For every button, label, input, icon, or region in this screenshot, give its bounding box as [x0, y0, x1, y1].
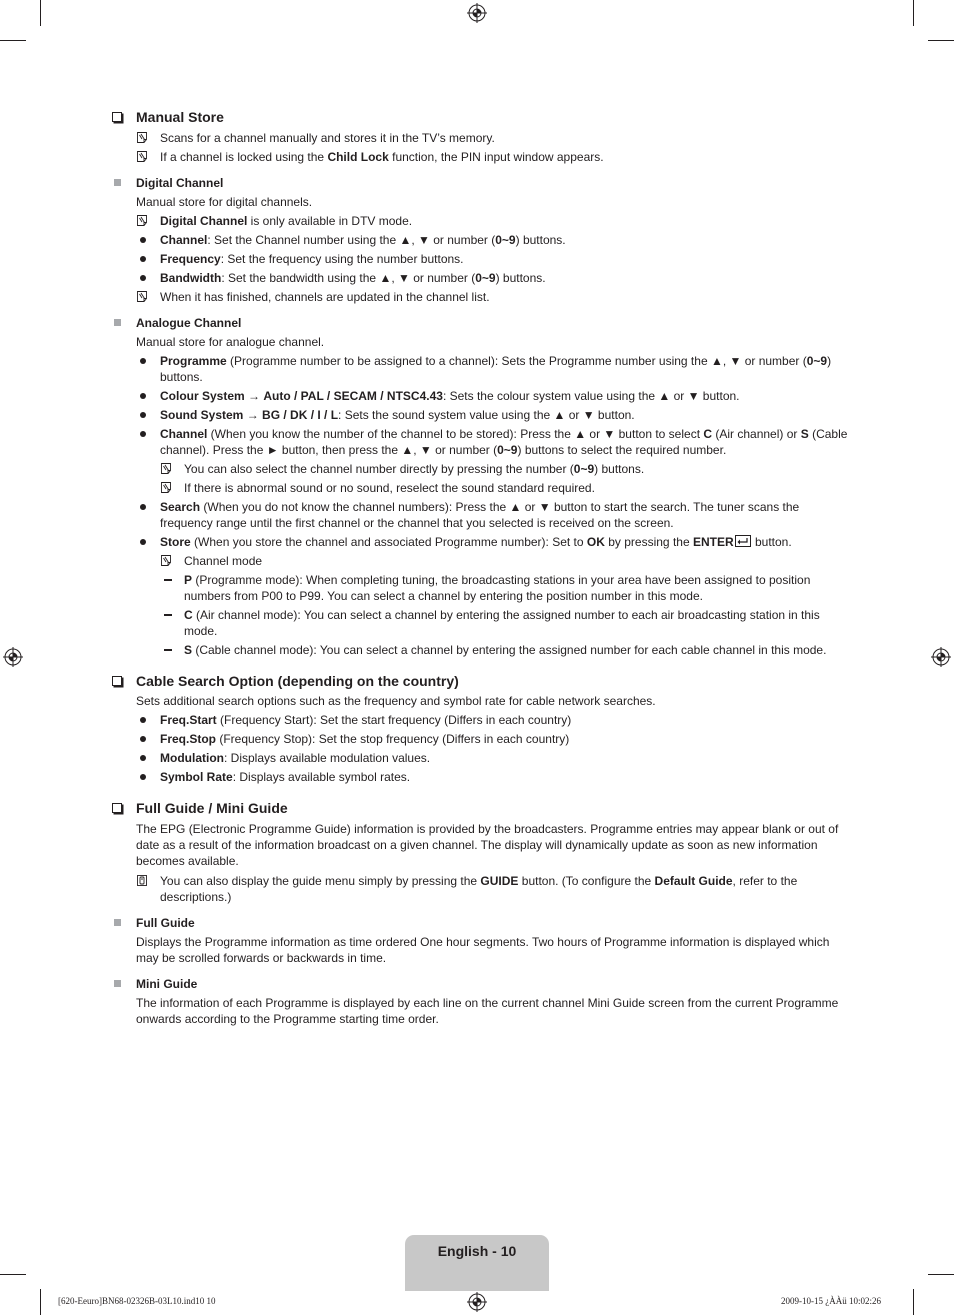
bullet-item	[112, 426, 852, 458]
text-run: button. (To configure the	[518, 874, 655, 888]
crop-mark	[0, 1274, 26, 1275]
dash-item	[112, 572, 852, 604]
text-run: : Set the bandwidth using the ▲, ▼ or number (	[221, 271, 476, 285]
square-bullet-icon	[114, 980, 121, 987]
text-run: ) buttons.	[495, 271, 546, 285]
bold-term: Store	[160, 535, 191, 549]
bold-term: Channel	[160, 233, 208, 247]
text-run: (Cable channel). Press the ► button, then press the ▲, ▼ or number (	[160, 427, 848, 457]
note	[112, 461, 852, 477]
section-heading	[112, 108, 852, 126]
bullet-dot-icon	[140, 237, 146, 243]
text-run: button.	[751, 535, 792, 549]
note	[112, 873, 852, 905]
bullet-dot-icon	[140, 393, 146, 399]
bold-term: 0~9	[495, 233, 516, 247]
note	[112, 213, 852, 229]
subsection-heading	[112, 915, 852, 931]
text-run: If a channel is locked using the	[160, 150, 328, 164]
text-run: (Frequency Stop): Set the stop frequency (Differs in each country)	[216, 732, 570, 746]
bullet-item	[112, 388, 852, 404]
text-run: Manual store for analogue channel.	[136, 335, 325, 349]
checkbox-bullet-icon	[112, 676, 122, 686]
bold-term: S	[184, 643, 193, 657]
bullet-dot-icon	[140, 539, 146, 545]
text-run: by pressing the	[604, 535, 693, 549]
checkbox-bullet-icon	[112, 112, 122, 122]
crop-mark	[928, 40, 954, 41]
note-icon	[161, 482, 171, 493]
text-run: Scans for a channel manually and stores it in the TV’s memory.	[160, 131, 495, 145]
registration-mark-icon	[3, 647, 23, 667]
text-run: (When you store the channel and associated Programme number): Set to	[190, 535, 587, 549]
bold-term: Symbol Rate	[160, 770, 233, 784]
bold-term: 0~9	[475, 271, 496, 285]
square-bullet-icon	[114, 319, 121, 326]
text-run: (Frequency Start): Set the start frequency (Differs in each country)	[216, 713, 572, 727]
crop-mark	[40, 0, 41, 26]
text-run: Displays the Programme information as time ordered One hour segments. Two hours of Programme information is displayed which may be scrolled forwards or backwards in time.	[136, 935, 830, 965]
note	[112, 130, 852, 146]
enter-icon	[735, 535, 751, 547]
text-run: Manual store for digital channels.	[136, 195, 313, 209]
dash-bullet-icon	[164, 614, 172, 616]
square-bullet-icon	[114, 919, 121, 926]
text-run: If there is abnormal sound or no sound, reselect the sound standard required.	[184, 481, 595, 495]
text-run: You can also select the channel number directly by pressing the number (	[184, 462, 574, 476]
note-icon	[161, 463, 171, 474]
heading-text: Mini Guide	[136, 977, 198, 991]
text-run: is only available in DTV mode.	[247, 214, 413, 228]
bold-term: Freq.Stop	[160, 732, 216, 746]
text-run: Sets additional search options such as the frequency and symbol rate for cable network searches.	[136, 694, 656, 708]
bold-term: 0~9	[573, 462, 595, 476]
note-icon	[137, 151, 147, 162]
note-icon	[137, 132, 147, 143]
manual-page-content	[112, 108, 852, 1027]
bold-term: Digital Channel	[160, 214, 248, 228]
bullet-dot-icon	[140, 755, 146, 761]
bold-term: Auto / PAL / SECAM / NTSC4.43	[263, 389, 443, 403]
bold-term: Child Lock	[327, 150, 389, 164]
subsection-heading	[112, 315, 852, 331]
text-run: ) buttons to select the required number.	[517, 443, 727, 457]
heading-text: Digital Channel	[136, 176, 224, 190]
heading-text: Cable Search Option (depending on the country)	[136, 673, 459, 689]
paragraph	[112, 821, 852, 869]
text-run: You can also display the guide menu simply by pressing the	[160, 874, 481, 888]
page-number-label: English - 10	[437, 1243, 517, 1259]
text-run: The information of each Programme is displayed by each line on the current channel Mini Guide screen from the current Programme onwards according to the Programme starting time order.	[136, 996, 839, 1026]
text-run: (When you do not know the channel numbers): Press the ▲ or ▼ button to start the search. The tuner scans the frequency range until the first channel or the channel that you selected is received on the screen.	[160, 500, 800, 530]
dash-item	[112, 607, 852, 639]
heading-text: Full Guide	[136, 916, 195, 930]
dash-bullet-icon	[164, 649, 172, 651]
dash-bullet-icon	[164, 579, 172, 581]
text-run: : Displays available modulation values.	[223, 751, 431, 765]
bold-term: Channel	[160, 427, 208, 441]
text-run: ) buttons.	[515, 233, 566, 247]
text-run: : Sets the colour system value using the ▲ or ▼ button.	[442, 389, 740, 403]
text-run: →	[243, 408, 263, 422]
section-heading	[112, 799, 852, 817]
bullet-item	[112, 769, 852, 785]
dash-item	[112, 642, 852, 658]
text-run: : Displays available symbol rates.	[232, 770, 411, 784]
bold-term: Programme	[160, 354, 227, 368]
bullet-dot-icon	[140, 275, 146, 281]
bullet-item	[112, 232, 852, 248]
subsection-heading	[112, 175, 852, 191]
text-run: (When you know the number of the channel to be stored): Press the ▲ or ▼ button to select	[207, 427, 704, 441]
bold-term: ENTER	[692, 535, 734, 549]
square-bullet-icon	[114, 179, 121, 186]
bold-term: BG / DK / I / L	[262, 408, 339, 422]
text-run: When it has finished, channels are updated in the channel list.	[160, 290, 490, 304]
bold-term: Default Guide	[654, 874, 733, 888]
bullet-dot-icon	[140, 504, 146, 510]
text-run: function, the PIN input window appears.	[388, 150, 604, 164]
bold-term: Modulation	[160, 751, 224, 765]
bold-term: C	[703, 427, 713, 441]
paragraph	[112, 995, 852, 1027]
crop-mark	[0, 40, 26, 41]
bullet-dot-icon	[140, 256, 146, 262]
heading-text: Full Guide / Mini Guide	[136, 800, 288, 816]
bullet-dot-icon	[140, 736, 146, 742]
subsection-heading	[112, 976, 852, 992]
text-run: : Sets the sound system value using the ▲ or ▼ button.	[338, 408, 635, 422]
bold-term: Freq.Start	[160, 713, 217, 727]
bullet-item	[112, 353, 852, 385]
paragraph	[112, 334, 852, 350]
text-run: (Programme mode): When completing tuning, the broadcasting stations in your area have been assigned to position numbers from P00 to P99. You can select a channel by entering the position number in this mode.	[184, 573, 811, 603]
heading-text: Manual Store	[136, 109, 224, 125]
text-run: Channel mode	[184, 554, 263, 568]
text-run: →	[244, 389, 264, 403]
bold-term: 0~9	[497, 443, 518, 457]
crop-mark	[913, 0, 914, 26]
bullet-dot-icon	[140, 431, 146, 437]
bold-term: GUIDE	[480, 874, 519, 888]
bullet-dot-icon	[140, 717, 146, 723]
bold-term: Bandwidth	[160, 271, 222, 285]
heading-text: Analogue Channel	[136, 316, 242, 330]
text-run: : Set the frequency using the number buttons.	[220, 252, 464, 266]
note-icon	[137, 291, 147, 302]
text-run: : Set the Channel number using the ▲, ▼ or number (	[207, 233, 496, 247]
print-slug-file: [620-Eeuro]BN68-02326B-03L10.ind10 10	[58, 1296, 216, 1306]
paragraph	[112, 934, 852, 966]
bullet-item	[112, 270, 852, 286]
note-icon	[161, 555, 171, 566]
bullet-item	[112, 712, 852, 728]
crop-mark	[40, 1289, 41, 1315]
paragraph	[112, 194, 852, 210]
bold-term: 0~9	[806, 354, 828, 368]
page-number-tab	[405, 1235, 549, 1291]
bold-term: P	[184, 573, 193, 587]
text-run: The EPG (Electronic Programme Guide) information is provided by the broadcasters. Programme entries may appear blank or out of date as a result of the information broadcast on a given channel. The display will dynamically update as soon as new information becomes available.	[136, 822, 839, 868]
section-heading	[112, 672, 852, 690]
crop-mark	[913, 1289, 914, 1315]
print-slug-date: 2009-10-15 ¿ÀÀü 10:02:26	[781, 1296, 881, 1306]
note	[112, 149, 852, 165]
registration-mark-icon	[467, 3, 487, 23]
paragraph	[112, 693, 852, 709]
bold-term: Search	[160, 500, 201, 514]
text-run: (Air channel) or	[712, 427, 801, 441]
text-run: (Programme number to be assigned to a channel): Sets the Programme number using the ▲, ▼ or number (	[226, 354, 807, 368]
bullet-dot-icon	[140, 774, 146, 780]
registration-mark-icon	[467, 1292, 487, 1312]
bullet-dot-icon	[140, 412, 146, 418]
text-run: (Air channel mode): You can select a channel by entering the assigned number to each air broadcasting station in this mode.	[184, 608, 820, 638]
note	[112, 553, 852, 569]
bold-term: Sound System	[160, 408, 244, 422]
text-run: , refer to the descriptions.)	[160, 874, 798, 904]
bold-term: Colour System	[160, 389, 245, 403]
bullet-item	[112, 731, 852, 747]
bullet-item	[112, 750, 852, 766]
text-run: ) buttons.	[594, 462, 645, 476]
registration-mark-icon	[931, 647, 951, 667]
note	[112, 289, 852, 305]
note	[112, 480, 852, 496]
bullet-item	[112, 499, 852, 531]
bullet-item	[112, 251, 852, 267]
checkbox-bullet-icon	[112, 803, 122, 813]
bullet-item	[112, 407, 852, 423]
bold-term: C	[184, 608, 193, 622]
bold-term: OK	[586, 535, 605, 549]
bold-term: S	[800, 427, 809, 441]
crop-mark	[928, 1274, 954, 1275]
bullet-item	[112, 534, 852, 550]
bullet-dot-icon	[140, 358, 146, 364]
bold-term: Frequency	[160, 252, 221, 266]
text-run: ) buttons.	[160, 354, 832, 384]
note-icon	[137, 215, 147, 226]
remote-note-icon	[137, 875, 147, 886]
text-run: (Cable channel mode): You can select a channel by entering the assigned number for each cable channel in this mode.	[192, 643, 827, 657]
